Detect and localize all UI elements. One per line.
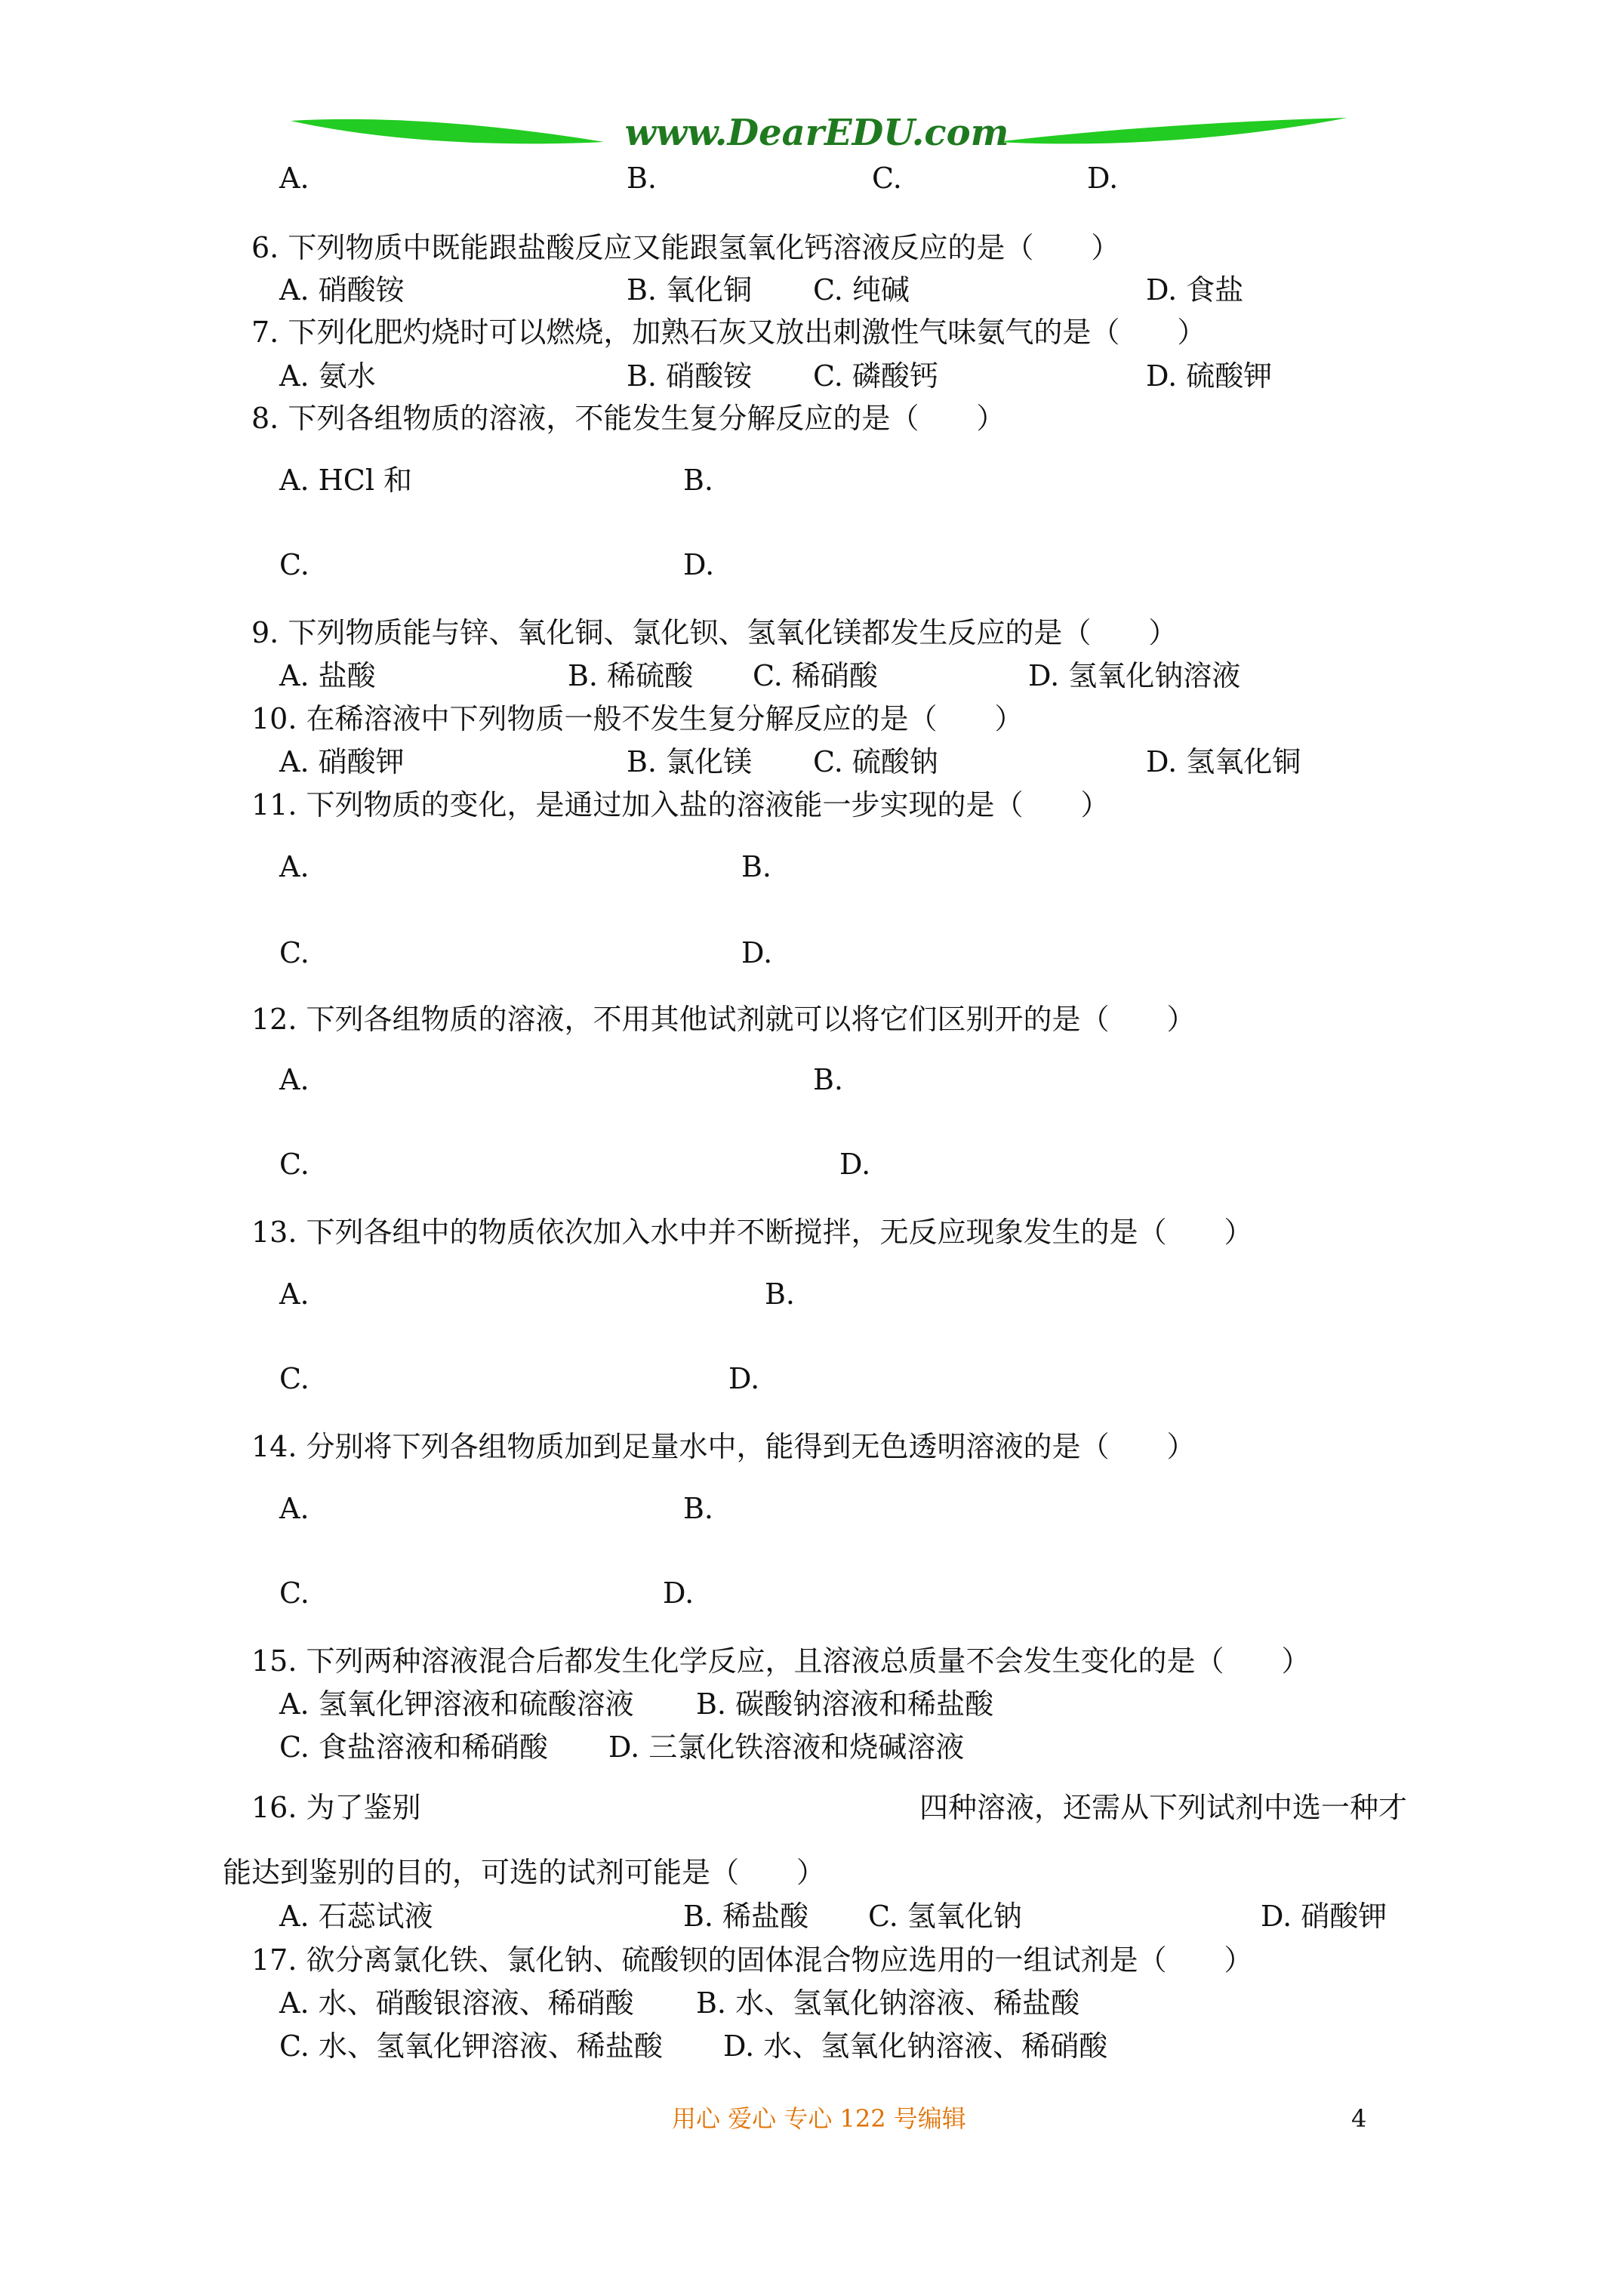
text-line: B. 稀硫酸 [568,659,694,692]
text-line: B. 氯化镁 [627,745,753,778]
text-line: 17. 欲分离氯化铁、氯化钠、硫酸钡的固体混合物应选用的一组试剂是（ ） [251,1943,1253,1977]
text-line: C. [872,162,902,195]
text-line: 14. 分别将下列各组物质加到足量水中，能得到无色透明溶液的是（ ） [251,1430,1196,1463]
text-line: A. 盐酸 [279,659,376,692]
text-line: 10. 在稀溶液中下列物质一般不发生复分解反应的是（ ） [251,702,1024,735]
text-line: B. [765,1277,796,1311]
text-line: C. [279,1576,310,1610]
text-line: 16. 为了鉴别 [251,1791,421,1824]
text-line: D. 氢氧化钠溶液 [1028,659,1241,692]
text-line: D. 硫酸钾 [1146,359,1273,393]
text-line: D. 三氯化铁溶液和烧碱溶液 [608,1730,965,1764]
text-line: C. [279,548,310,581]
text-line: A. HCl 和 [279,464,413,497]
text-line: B. 水、氢氧化钠溶液、稀盐酸 [696,1986,1080,2020]
text-line: C. 磷酸钙 [813,359,938,393]
text-line: 11. 下列物质的变化，是通过加入盐的溶液能一步实现的是（ ） [251,788,1110,821]
text-line: D. 氢氧化铜 [1146,745,1301,778]
text-line: A. 硝酸钾 [279,745,405,778]
text-line: 8. 下列各组物质的溶液，不能发生复分解反应的是（ ） [251,402,1006,435]
text-line: 6. 下列物质中既能跟盐酸反应又能跟氢氧化钙溶液反应的是（ ） [251,231,1120,264]
text-line: A. 硝酸铵 [279,273,405,307]
text-line: B. [813,1063,844,1096]
text-line: B. [683,464,714,497]
text-line: D. 食盐 [1146,273,1244,307]
text-line: D. 硝酸钾 [1261,1900,1387,1933]
text-line: C. 纯碱 [813,273,910,307]
text-line: A. 氢氧化钾溶液和硫酸溶液 [279,1687,634,1721]
text-line: D. [728,1362,760,1395]
text-line: D. [741,936,773,969]
text-line: C. 稀硝酸 [753,659,878,692]
text-line: B. 稀盐酸 [683,1900,809,1933]
text-line: A. [279,850,310,883]
footer-editor-note: 用心 爱心 专心 122 号编辑 [672,2104,966,2133]
page-number: 4 [1351,2104,1367,2133]
text-line: C. [279,936,310,969]
text-line: 9. 下列物质能与锌、氧化铜、氯化钡、氢氧化镁都发生反应的是（ ） [251,616,1178,649]
text-line: A. [279,1277,310,1311]
text-line: D. [1087,162,1119,195]
text-line: 13. 下列各组中的物质依次加入水中并不断搅拌，无反应现象发生的是（ ） [251,1216,1253,1249]
text-line: C. 水、氢氧化钾溶液、稀盐酸 [279,2029,663,2063]
text-line: C. 食盐溶液和稀硝酸 [279,1730,548,1764]
text-line: B. [627,162,658,195]
text-line: C. 硫酸钠 [813,745,938,778]
text-line: B. [741,850,772,883]
text-line: D. [683,548,715,581]
text-line: D. [663,1576,694,1610]
text-line: A. [279,1492,310,1525]
site-logo-text: www.DearEDU.com [624,112,1009,154]
text-line: D. [839,1148,871,1181]
text-line: B. 硝酸铵 [627,359,753,393]
text-line: 7. 下列化肥灼烧时可以燃烧，加熟石灰又放出刺激性气味氨气的是（ ） [251,316,1206,349]
text-line: B. 氧化铜 [627,273,753,307]
text-line: 四种溶液，还需从下列试剂中选一种才 [919,1791,1408,1824]
text-line: C. [279,1362,310,1395]
text-line: A. [279,162,310,195]
text-line: A. [279,1063,310,1096]
text-line: D. 水、氢氧化钠溶液、稀硝酸 [723,2029,1108,2063]
text-line: B. 碳酸钠溶液和稀盐酸 [696,1687,994,1721]
text-line: A. 水、硝酸银溶液、稀硝酸 [279,1986,634,2020]
text-line: 能达到鉴别的目的，可选的试剂可能是（ ） [223,1856,826,1889]
text-line: C. 氢氧化钠 [868,1900,1022,1933]
text-line: A. 氨水 [279,359,376,393]
text-line: 12. 下列各组物质的溶液，不用其他试剂就可以将它们区别开的是（ ） [251,1003,1196,1036]
text-line: 15. 下列两种溶液混合后都发生化学反应，且溶液总质量不会发生变化的是（ ） [251,1644,1310,1678]
text-line: A. 石蕊试液 [279,1900,433,1933]
text-line: C. [279,1148,310,1181]
text-line: B. [683,1492,714,1525]
